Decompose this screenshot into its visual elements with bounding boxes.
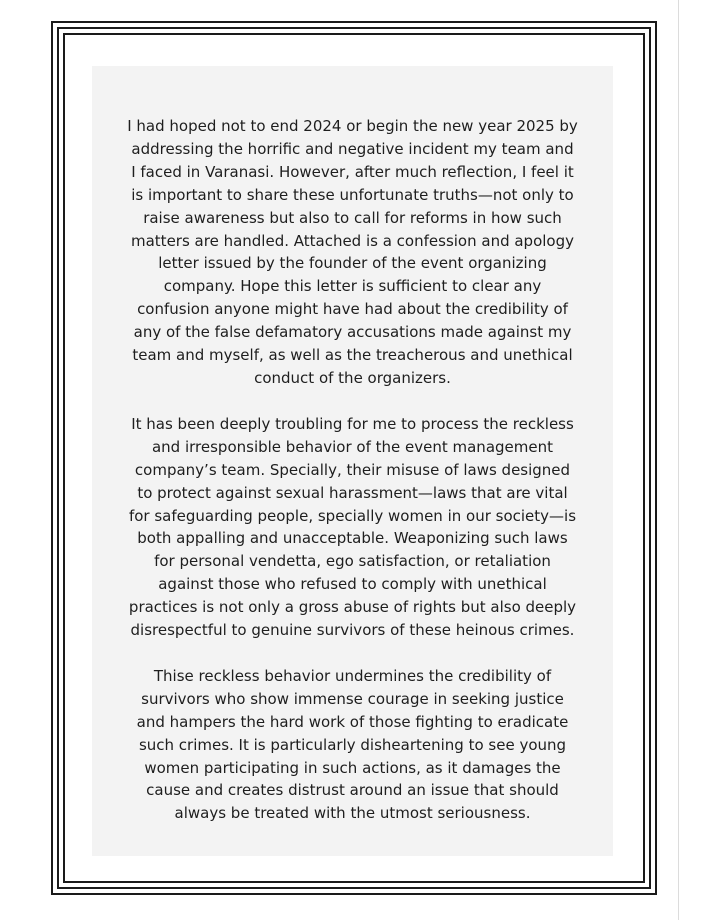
letter-line: and irresponsible behavior of the event management	[151, 437, 553, 456]
letter-line: is important to share these unfortunate truths—not only to	[131, 185, 574, 204]
letter-line: Thise reckless behavior undermines the credibility of	[153, 666, 552, 685]
page-edge-line	[678, 0, 679, 920]
letter-line: company’s team. Specially, their misuse of laws designed	[134, 460, 571, 479]
letter-body	[92, 115, 613, 848]
letter-line: survivors who show immense courage in seeking justice	[141, 689, 564, 708]
letter-line: raise awareness but also to call for reforms in how such	[143, 208, 562, 227]
letter-line: team and myself, as well as the treacherous and unethical	[132, 346, 573, 365]
letter-line: conduct of the organizers.	[254, 368, 451, 387]
letter-line: women participating in such actions, as it damages the	[144, 758, 561, 777]
letter-line: any of the false defamatory accusations made against my	[133, 323, 572, 342]
letter-line: and hampers the hard work of those fighting to eradicate	[136, 712, 569, 731]
letter-line: for safeguarding people, specially women in our society—is	[128, 506, 577, 525]
letter-line: for personal vendetta, ego satisfaction, or retaliation	[154, 552, 551, 571]
letter-paragraph	[116, 665, 589, 825]
letter-line: matters are handled. Attached is a confession and apology	[131, 231, 574, 250]
letter-line: I had hoped not to end 2024 or begin the new year 2025 by	[127, 117, 578, 135]
letter-line: such crimes. It is particularly disheartening to see young	[138, 735, 567, 754]
letter-paragraph	[116, 115, 589, 390]
letter-line: I faced in Varanasi. However, after much reflection, I feel it	[131, 162, 574, 181]
letter-line: addressing the horrific and negative incident my team and	[131, 139, 574, 158]
letter-line: always be treated with the utmost seriousness.	[174, 804, 531, 823]
letter-paragraph	[116, 413, 589, 642]
letter-line: practices is not only a gross abuse of rights but also deeply	[128, 598, 577, 617]
letter-line: confusion anyone might have had about the credibility of	[137, 300, 568, 319]
letter-line: both appalling and unacceptable. Weaponizing such laws	[137, 529, 568, 548]
letter-line: against those who refused to comply with unethical	[158, 575, 547, 594]
letter-line: It has been deeply troubling for me to process the reckless	[131, 414, 574, 433]
letter-line: disrespectful to genuine survivors of these heinous crimes.	[130, 621, 575, 640]
letter-line: company. Hope this letter is sufficient to clear any	[163, 277, 542, 296]
letter-line: to protect against sexual harassment—laws that are vital	[137, 483, 568, 502]
letter-line: letter issued by the founder of the event organizing	[158, 254, 547, 273]
letter-line: cause and creates distrust around an issue that should	[146, 781, 559, 800]
